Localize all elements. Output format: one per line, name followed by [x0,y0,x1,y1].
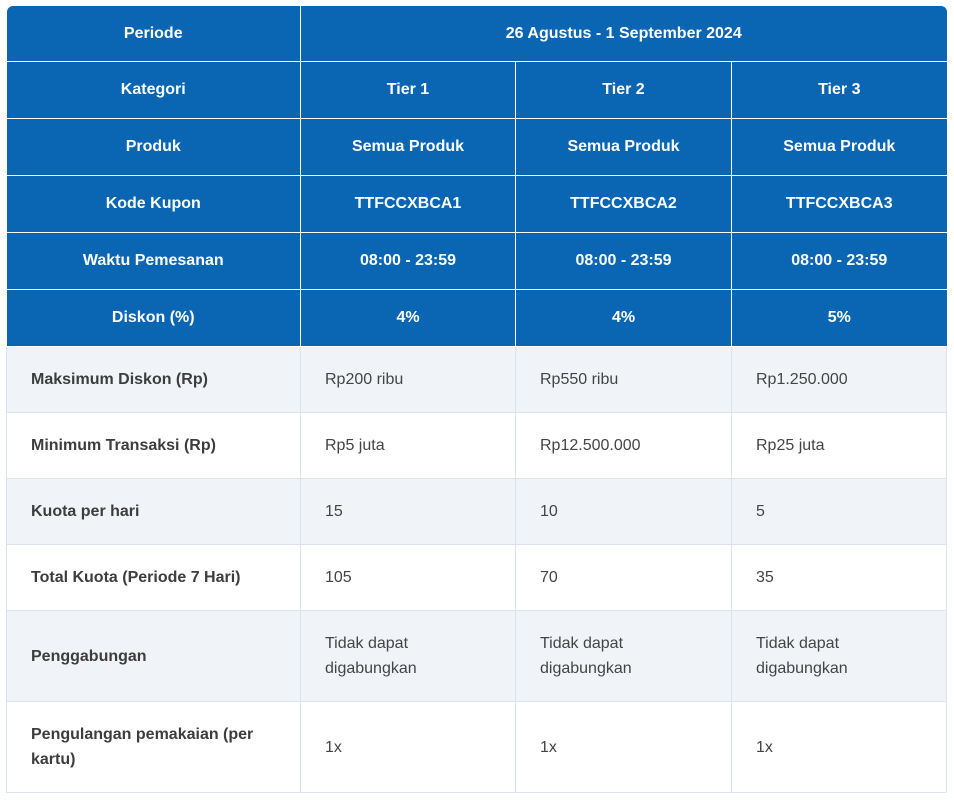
row-value: 1x [516,702,732,793]
waktu-label: Waktu Pemesanan [7,233,301,290]
row-value: Rp200 ribu [301,347,516,413]
row-value: 70 [516,545,732,611]
row-value: 1x [732,702,947,793]
diskon-tier-3: 5% [732,290,947,347]
kode-kupon-tier-1: TTFCCXBCA1 [301,176,516,233]
header-row-waktu [7,233,947,290]
header-row-produk [7,119,947,176]
kode-kupon-tier-2: TTFCCXBCA2 [516,176,732,233]
kode-kupon-label: Kode Kupon [7,176,301,233]
header-row-diskon [7,290,947,347]
diskon-label: Diskon (%) [7,290,301,347]
diskon-tier-2: 4% [516,290,732,347]
periode-label: Periode [7,6,301,62]
row-label: Penggabungan [7,611,301,702]
row-value: 5 [732,479,947,545]
kategori-label: Kategori [7,62,301,119]
row-value: Tidak dapat digabungkan [516,611,732,702]
row-value: 35 [732,545,947,611]
produk-tier-3: Semua Produk [732,119,947,176]
header-row-kategori [7,62,947,119]
row-value: Tidak dapat digabungkan [732,611,947,702]
table-row [7,611,947,702]
row-label: Kuota per hari [7,479,301,545]
row-value: 15 [301,479,516,545]
tier-1-header: Tier 1 [301,62,516,119]
table-row [7,347,947,413]
row-value: Rp25 juta [732,413,947,479]
row-value: Rp550 ribu [516,347,732,413]
row-label: Total Kuota (Periode 7 Hari) [7,545,301,611]
waktu-tier-2: 08:00 - 23:59 [516,233,732,290]
row-label: Minimum Transaksi (Rp) [7,413,301,479]
row-value: 105 [301,545,516,611]
row-value: 10 [516,479,732,545]
row-value: Rp1.250.000 [732,347,947,413]
tier-2-header: Tier 2 [516,62,732,119]
produk-tier-1: Semua Produk [301,119,516,176]
row-value: Rp5 juta [301,413,516,479]
row-value: Rp12.500.000 [516,413,732,479]
row-label: Pengulangan pemakaian (per kartu) [7,702,301,793]
row-value: Tidak dapat digabungkan [301,611,516,702]
row-label: Maksimum Diskon (Rp) [7,347,301,413]
table-row [7,545,947,611]
table-row [7,479,947,545]
row-value: 1x [301,702,516,793]
diskon-tier-1: 4% [301,290,516,347]
tier-3-header: Tier 3 [732,62,947,119]
kode-kupon-tier-3: TTFCCXBCA3 [732,176,947,233]
promo-table-container [6,6,946,793]
promo-table [6,6,947,793]
header-row-periode [7,6,947,62]
header-row-kode-kupon [7,176,947,233]
waktu-tier-3: 08:00 - 23:59 [732,233,947,290]
produk-label: Produk [7,119,301,176]
waktu-tier-1: 08:00 - 23:59 [301,233,516,290]
table-row [7,702,947,793]
table-row [7,413,947,479]
produk-tier-2: Semua Produk [516,119,732,176]
periode-value: 26 Agustus - 1 September 2024 [301,6,947,62]
